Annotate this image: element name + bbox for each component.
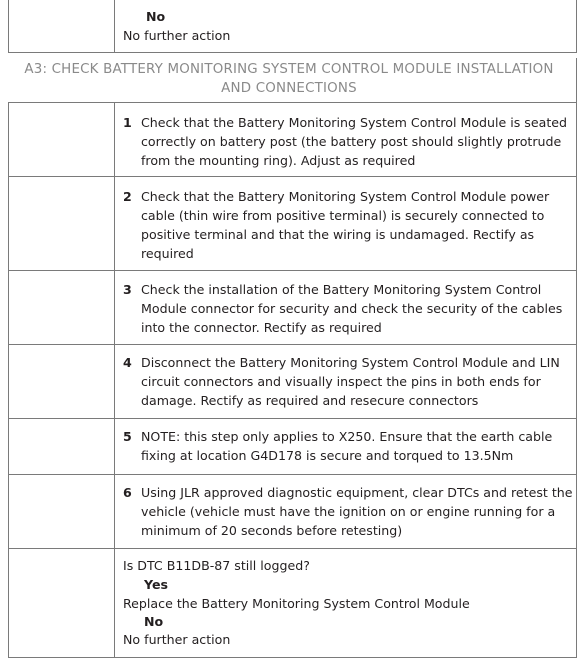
table-row-border (8, 270, 577, 271)
step-text-line: damage. Rectify as required and resecure connectors (141, 393, 479, 408)
table-border-bottom-top (8, 52, 577, 53)
table-row-border (8, 102, 577, 103)
step-number: 3 (123, 282, 132, 297)
table-border-left (8, 102, 9, 658)
step-text-line: Disconnect the Battery Monitoring System Control Module and LIN (141, 355, 560, 370)
heading-right-rule (576, 58, 577, 102)
step-number: 6 (123, 485, 132, 500)
step-number: 2 (123, 189, 132, 204)
step-text-line: circuit connectors and visually inspect the pins in both ends for (141, 374, 541, 389)
step-text-line: from the mounting ring). Adjust as required (141, 153, 416, 168)
step-text-line: Module connector for security and check the security of the cables (141, 301, 563, 316)
yes-outcome-action: Replace the Battery Monitoring System Control Module (123, 596, 470, 611)
table-row-border (8, 418, 577, 419)
step-text-line: Using JLR approved diagnostic equipment, clear DTCs and retest the (141, 485, 573, 500)
step-number: 4 (123, 355, 132, 370)
table-row-border (8, 657, 577, 658)
step-text-line: cable (thin wire from positive terminal) is securely connected to (141, 208, 545, 223)
step-text-line: positive terminal and that the wiring is undamaged. Rectify as (141, 227, 535, 242)
section-heading-line-2: AND CONNECTIONS (221, 81, 357, 96)
step-text-line: NOTE: this step only applies to X250. Ensure that the earth cable (141, 429, 553, 444)
step-text-line: correctly on battery post (the battery post should slightly protrude (141, 134, 562, 149)
step-text-line: Check that the Battery Monitoring System Control Module is seated (141, 115, 568, 130)
step-text-line: Check that the Battery Monitoring System Control Module power (141, 189, 550, 204)
final-question: Is DTC B11DB-87 still logged? (123, 558, 310, 573)
yes-outcome-label: Yes (144, 577, 169, 592)
table-border-left-top (8, 0, 9, 52)
step-text-line: required (141, 246, 194, 261)
step-number: 1 (123, 115, 132, 130)
table-column-divider-top (114, 0, 115, 52)
step-text-line: minimum of 20 seconds before retesting) (141, 523, 403, 538)
table-row-border (8, 548, 577, 549)
table-column-divider (114, 102, 115, 658)
table-row-border (8, 474, 577, 475)
step-text-line: Check the installation of the Battery Monitoring System Control (141, 282, 542, 297)
section-heading-line-1: A3: CHECK BATTERY MONITORING SYSTEM CONTROL MODULE INSTALLATION (24, 62, 554, 77)
step-number: 5 (123, 429, 132, 444)
table-row-border (8, 176, 577, 177)
no-outcome-label: No (144, 614, 164, 629)
top-outcome-label: No (146, 9, 166, 24)
table-row-border (8, 344, 577, 345)
step-text-line: vehicle (vehicle must have the ignition on or engine running for a (141, 504, 556, 519)
table-border-right-top (576, 0, 577, 52)
no-outcome-action: No further action (123, 632, 231, 647)
step-text-line: into the connector. Rectify as required (141, 320, 382, 335)
section-heading (0, 60, 578, 98)
table-border-right (576, 102, 577, 658)
step-text-line: fixing at location G4D178 is secure and torqued to 13.5Nm (141, 448, 514, 463)
top-outcome-action: No further action (123, 28, 231, 43)
